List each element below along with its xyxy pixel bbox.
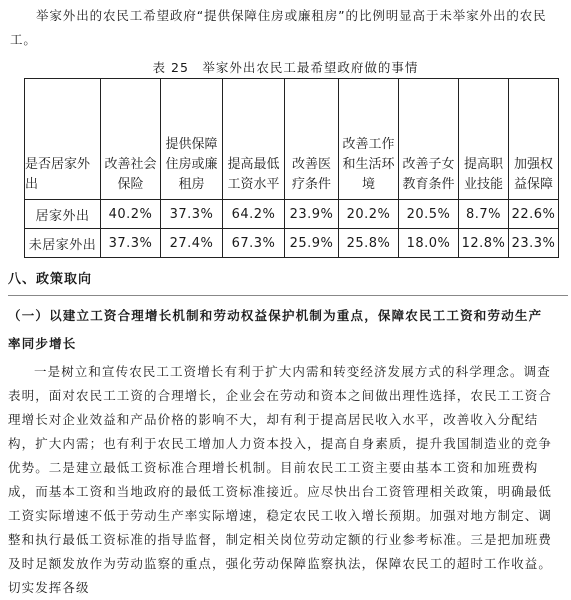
table-row: [25, 229, 559, 258]
intro-paragraph: 举家外出的农民工希望政府“提供保障住房或廉租房”的比例明显高于未举家外出的农民工。: [10, 8, 547, 47]
table-row: [25, 200, 559, 229]
table-cell: 12.8%: [459, 229, 509, 258]
table-cell: 27.4%: [161, 229, 223, 258]
table-cell: 37.3%: [101, 229, 161, 258]
table-cell: 22.6%: [509, 200, 559, 229]
header-cell: 提高职业技能: [459, 79, 509, 200]
table-cell: 25.9%: [285, 229, 339, 258]
header-cell: 加强权益保障: [509, 79, 559, 200]
table-cell: 40.2%: [101, 200, 161, 229]
row-label: 居家外出: [25, 200, 101, 229]
row-label: 未居家外出: [25, 229, 101, 258]
table-cell: 64.2%: [223, 200, 285, 229]
subsection-title-continued: 率同步增长: [8, 336, 77, 351]
header-cell: 改善工作和生活环境: [339, 79, 399, 200]
subsection-title: （一）以建立工资合理增长机制和劳动权益保护机制为重点，保障农民工工资和劳动生产: [8, 308, 543, 323]
table-cell: 67.3%: [223, 229, 285, 258]
table-header-row: [25, 79, 559, 200]
table-cell: 23.3%: [509, 229, 559, 258]
table-cell: 20.5%: [399, 200, 459, 229]
header-cell: 改善医疗条件: [285, 79, 339, 200]
header-cell: 改善社会保险: [101, 79, 161, 200]
header-cell: 是否居家外出: [25, 79, 101, 200]
header-cell: 改善子女教育条件: [399, 79, 459, 200]
section-divider: [8, 295, 568, 296]
table-cell: 8.7%: [459, 200, 509, 229]
table-caption: 表 25 举家外出农民工最希望政府做的事情: [152, 60, 419, 75]
table-cell: 25.8%: [339, 229, 399, 258]
section-title: 八、政策取向: [8, 272, 93, 287]
table-cell: 23.9%: [285, 200, 339, 229]
table-cell: 37.3%: [161, 200, 223, 229]
body-paragraph: 一是树立和宣传农民工工资增长有利于扩大内需和转变经济发展方式的科学理念。调查表明，面对农民工工资的合理增长，企业会在劳动和资本之间做出理性选择，农民工工资合理增长对企业效益和产品价格的影响不大，却有利于提高居民收入水平，改善收入分配结构，扩大内需；也有利于农民工增加人力资本投入，提高自身素质，提升我国制造业的竞争优势。二是建立最低工资标准合理增长机制。目前农民工工资主要由基本工资和加班费构成，而基本工资和当地政府的最低工资标准接近。应尽快出台工资管理相关政策，明确最低工资实际增速不低于劳动生产率实际增速，稳定农民工收入增长预期。加强对地方制定、调整和执行最低工资标准的指导监督，制定相关岗位劳动定额的行业参考标准。三是把加班费及时足额发放作为劳动监察的重点，强化劳动保障监察执法，保障农民工的超时工作收益。切实发挥各级: [8, 364, 553, 595]
header-cell: 提高最低工资水平: [223, 79, 285, 200]
table-cell: 18.0%: [399, 229, 459, 258]
table-cell: 20.2%: [339, 200, 399, 229]
data-table: [24, 78, 559, 258]
header-cell: 提供保障住房或廉租房: [161, 79, 223, 200]
